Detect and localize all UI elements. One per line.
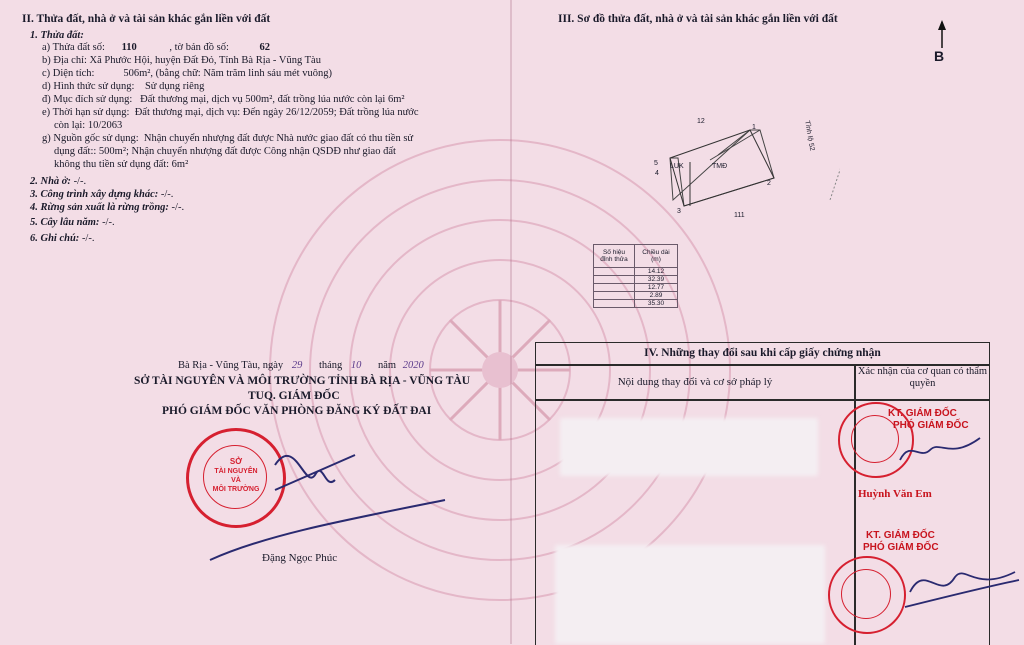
usage-form-line: d) Hình thức sử dụng: Sử dụng riêng bbox=[42, 81, 205, 92]
item-6: 6. Ghi chú: -/-. bbox=[30, 233, 95, 244]
table-row: 14.12 bbox=[594, 268, 678, 276]
map-label: , tờ bản đồ số: bbox=[169, 42, 229, 53]
edge-length-table bbox=[593, 244, 678, 308]
parcel-line bbox=[42, 42, 270, 54]
stamp-title-1: KT. GIÁM ĐỐC bbox=[888, 408, 957, 419]
road-label: Tỉnh lộ 52 bbox=[803, 120, 816, 152]
table-header-vertex: Số hiệu đỉnh thửa bbox=[594, 245, 635, 268]
column-header-content: Nội dung thay đổi và cơ sở pháp lý bbox=[617, 376, 773, 388]
usage-purpose-line: đ) Mục đích sử dụng: Đất thương mại, dịch vụ 500m², đất trồng lúa nước còn lại 6m² bbox=[42, 94, 405, 105]
signer-name: Đặng Ngọc Phúc bbox=[262, 552, 338, 564]
north-label: B bbox=[934, 48, 945, 64]
signature-1 bbox=[205, 430, 455, 570]
sketch-label-2: 2 bbox=[767, 180, 771, 187]
table-row: 35.30 bbox=[594, 300, 678, 308]
redacted-entry-2 bbox=[555, 545, 825, 644]
table-row: 2.89 bbox=[594, 292, 678, 300]
sketch-label-111: 111 bbox=[734, 212, 745, 219]
item-5: 5. Cây lâu năm: -/-. bbox=[30, 217, 115, 228]
item-2: 2. Nhà ở: -/-. bbox=[30, 176, 87, 187]
section-4-title: IV. Những thay đổi sau khi cấp giấy chứng nhận bbox=[644, 347, 881, 359]
place-date: Bà Rịa - Vũng Tàu, ngày 29 tháng 10 năm 2020 bbox=[178, 360, 424, 371]
signature-2 bbox=[880, 430, 990, 470]
tuq-director: TUQ. GIÁM ĐỐC bbox=[248, 390, 340, 402]
stamp-title-3: KT. GIÁM ĐỐC bbox=[866, 530, 935, 541]
official-seal: SỞ TÀI NGUYÊN VÀ MÔI TRƯỜNG bbox=[186, 428, 286, 528]
signer-name-2: Huỳnh Văn Em bbox=[858, 488, 932, 500]
origin-line-1: g) Nguồn gốc sử dụng: Nhận chuyển nhượng đất được Nhà nước giao đất có thu tiền sử bbox=[42, 133, 414, 144]
sketch-label-3: 3 bbox=[677, 208, 681, 215]
section-3-title: III. Sơ đồ thửa đất, nhà ở và tài sản khác gắn liền với đất bbox=[558, 13, 838, 25]
year: 2020 bbox=[402, 360, 424, 371]
origin-line-2: dụng đất:: 500m²; Nhận chuyển nhượng đất được Công nhận QSDĐ như giao đất bbox=[54, 146, 396, 157]
stamp-title-4: PHÓ GIÁM ĐỐC bbox=[863, 542, 939, 553]
item-3: 3. Công trình xây dựng khác: -/-. bbox=[30, 189, 174, 200]
table-row: 12.77 bbox=[594, 284, 678, 292]
signature-3 bbox=[895, 552, 1020, 612]
usage-term-line-1: e) Thời hạn sử dụng: Đất thương mại, dịch vụ: Đến ngày 26/12/2059; Đất trồng lúa nước bbox=[42, 107, 419, 118]
area-line: c) Diện tích: 506m², (bằng chữ: Năm trăm linh sáu mét vuông) bbox=[42, 68, 332, 79]
sketch-label-12: 12 bbox=[697, 118, 705, 125]
address-line: b) Địa chỉ: Xã Phước Hội, huyện Đất Đỏ, Tỉnh Bà Rịa - Vũng Tàu bbox=[42, 55, 321, 66]
sketch-label-5: 5 bbox=[654, 160, 658, 167]
section-2-title: II. Thửa đất, nhà ở và tài sản khác gắn liền với đất bbox=[22, 13, 271, 25]
redacted-entry-1 bbox=[560, 418, 818, 476]
table-row: 32.39 bbox=[594, 276, 678, 284]
map-number: 62 bbox=[259, 42, 271, 53]
item-1-title: 1. Thửa đất: bbox=[30, 30, 84, 41]
page-fold bbox=[510, 0, 512, 644]
sketch-label-tmd: TMĐ bbox=[712, 163, 728, 170]
sketch-label-luk: LUK bbox=[670, 163, 684, 170]
vice-director-title: PHÓ GIÁM ĐỐC VĂN PHÒNG ĐĂNG KÝ ĐẤT ĐAI bbox=[162, 405, 432, 417]
parcel-number: 110 bbox=[121, 42, 137, 53]
sketch-label-1: 1 bbox=[752, 124, 756, 131]
usage-term-line-2: còn lại: 10/2063 bbox=[54, 120, 123, 131]
day: 29 bbox=[291, 360, 303, 371]
month: 10 bbox=[350, 360, 362, 371]
item-4: 4. Rừng sản xuất là rừng trồng: -/-. bbox=[30, 202, 185, 213]
table-header-length: Chiều dài (m) bbox=[635, 245, 678, 268]
column-header-confirmation: Xác nhận của cơ quan có thẩm quyền bbox=[857, 366, 988, 390]
parcel-label: a) Thửa đất số: bbox=[42, 42, 105, 53]
stamp-title-2: PHÓ GIÁM ĐỐC bbox=[893, 420, 969, 431]
department-name: SỞ TÀI NGUYÊN VÀ MÔI TRƯỜNG TỈNH BÀ RỊA - VŨNG TÀU bbox=[134, 375, 471, 387]
sketch-label-4: 4 bbox=[655, 170, 659, 177]
origin-line-3: không thu tiền sử dụng đất: 6m² bbox=[54, 159, 189, 170]
